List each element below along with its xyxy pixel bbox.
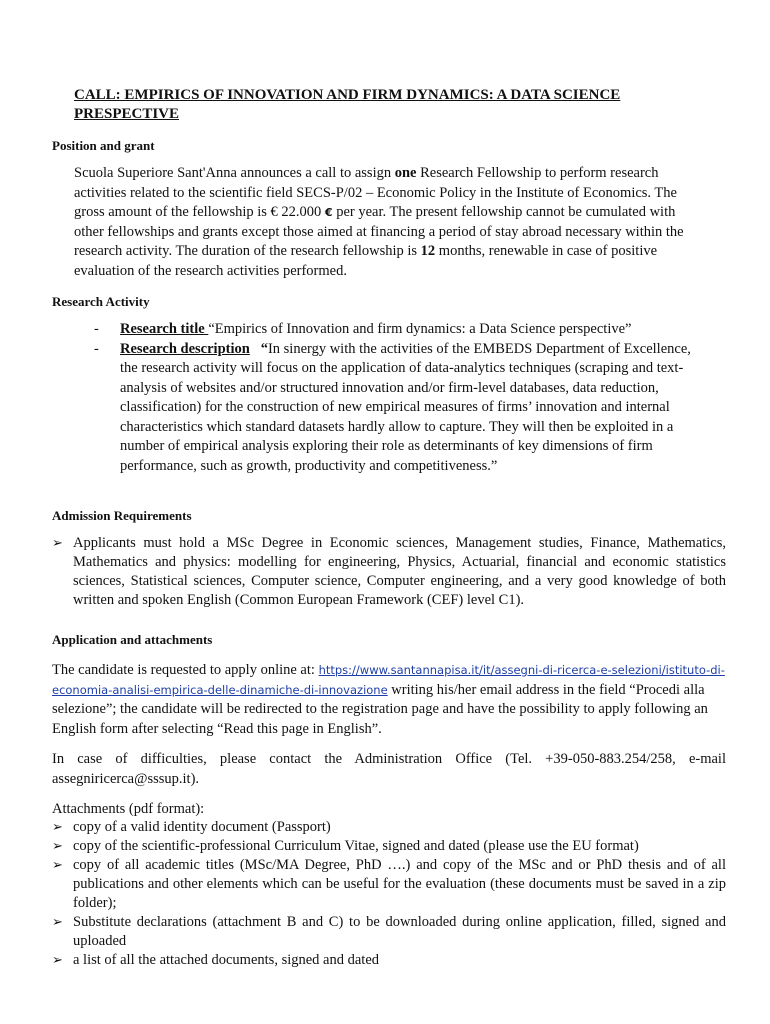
- application-link[interactable]: https://www.santannapisa.it/it/assegni-di-ricerca-e-selezioni/istituto-di-economia-analisi-empirica-delle-dinamiche-di-innovazione: [52, 663, 725, 697]
- research-title-text: “Empirics of Innovation and firm dynamics: a Data Science perspective”: [208, 321, 632, 337]
- heading-admission-requirements: Admission Requirements: [52, 508, 192, 523]
- heading-research-activity: Research Activity: [52, 294, 150, 309]
- application-text-2: writing his/her email address in the field “Procedi alla selezione”; the candidate will be redirected to the registration page and have the possibility to apply following an English form after selecting “Read this page in English”.: [52, 681, 708, 737]
- heading-application-and-attachments: Application and attachments: [52, 632, 213, 647]
- application-text-1: The candidate is requested to apply online at:: [52, 662, 319, 678]
- heading-position-and-grant: Position and grant: [52, 138, 155, 153]
- attachment-text: Substitute declarations (attachment B and C) to be downloaded during online application, filled, signed and uploaded: [73, 914, 726, 949]
- attachment-item: [52, 837, 726, 856]
- attachment-item: [52, 951, 726, 970]
- research-description-item: [94, 340, 706, 477]
- admission-text: Applicants must hold a MSc Degree in Economic sciences, Management studies, Finance, Mathematics, Mathematics and physics: modelling for engineering, Physics, Actuarial, financial and economic statistics sciences, Statistical sciences, Computer science, Computer engineering, and a very good knowledge of both written and spoken English (Common European Framework (CEF) level C1).: [73, 535, 726, 608]
- attachment-item: [52, 856, 726, 913]
- research-title-label: Research title: [120, 321, 209, 337]
- dash-bullet: -: [94, 340, 99, 357]
- attachment-text: copy of a valid identity document (Passport): [73, 819, 331, 835]
- position-euro-symbol: €: [324, 206, 333, 219]
- admission-item: [52, 534, 726, 610]
- attachment-text: copy of the scientific-professional Curriculum Vitae, signed and dated (please use the EU format): [73, 838, 639, 854]
- position-text-1: Scuola Superiore Sant'Anna announces a call to assign: [74, 165, 395, 181]
- admission-list: [52, 534, 726, 610]
- position-paragraph: [74, 164, 686, 281]
- attachments-title: Attachments (pdf format):: [52, 801, 205, 817]
- research-list: [94, 320, 706, 476]
- arrow-bullet-icon: ➢: [52, 839, 63, 854]
- position-text-3: per year. The present fellowship cannot be cumulated with other fellowships and grants except those aimed at financing a period of stay abroad necessary within the research activity. The duration of the research fellowship is: [74, 204, 684, 259]
- attachment-text: a list of all the attached documents, signed and dated: [73, 952, 380, 968]
- arrow-bullet-icon: ➢: [52, 915, 63, 930]
- position-one-bold: one: [394, 165, 417, 181]
- position-twelve-bold: 12: [420, 243, 436, 259]
- attachment-item: [52, 818, 726, 837]
- research-title-item: [94, 320, 706, 340]
- position-text-2: Research Fellowship to perform research activities related to the scientific field SECS-P/02 – Economic Policy in the Institute of Economics. The gross amount of the fellowship is € 22.000: [74, 165, 677, 220]
- research-description-label: Research description: [120, 340, 250, 357]
- arrow-bullet-icon: ➢: [52, 858, 63, 873]
- application-paragraph: [52, 661, 726, 739]
- arrow-bullet-icon: ➢: [52, 536, 63, 551]
- attachment-item: [52, 913, 726, 951]
- research-description-quote: “: [260, 340, 268, 357]
- document-title: CALL: EMPIRICS OF INNOVATION AND FIRM DYNAMICS: A DATA SCIENCE PRESPECTIVE: [74, 87, 621, 122]
- arrow-bullet-icon: ➢: [52, 820, 63, 835]
- position-text-4: months, renewable in case of positive evaluation of the research activities performed.: [74, 243, 658, 279]
- research-description-text: In sinergy with the activities of the EMBEDS Department of Excellence, the research activity will focus on the application of data-analytics techniques (scraping and text-analysis of websites and/or structured innovation and/or firm-level databases, data reduction, classification) for the construction of new empirical measures of firms’ innovation and internal characteristics which standard datasets hardly allow to capture. They will then be exploited in a number of empirical analysis exploring their role as determinants of key dimensions of firm performance, such as growth, productivity and competitiveness.”: [120, 340, 691, 474]
- attachment-text: copy of all academic titles (MSc/MA Degree, PhD ….) and copy of the MSc and or PhD thesis and of all publications and other elements which can be useful for the evaluation (these documents must be saved in a zip folder);: [73, 857, 726, 911]
- contact-paragraph: In case of difficulties, please contact the Administration Office (Tel. +39-050-883.254/258, e-mail assegniricerca@sssup.it).: [52, 751, 726, 787]
- dash-bullet: -: [94, 321, 99, 337]
- arrow-bullet-icon: ➢: [52, 953, 63, 968]
- attachments-list: [52, 818, 726, 970]
